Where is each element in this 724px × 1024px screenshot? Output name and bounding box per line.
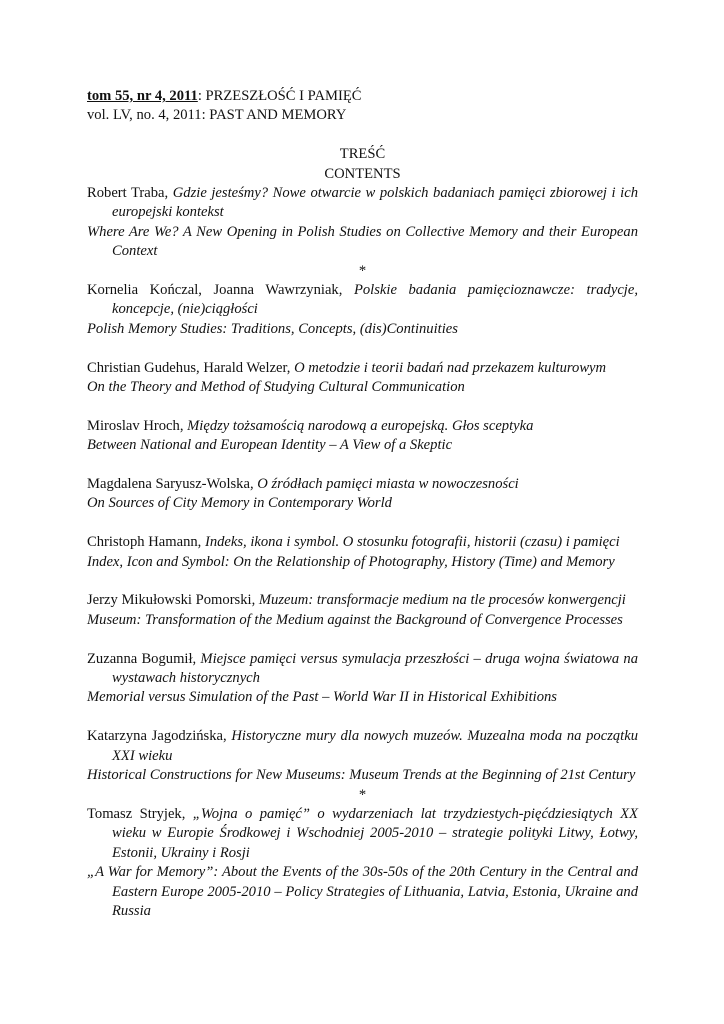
document-page <box>87 87 638 921</box>
entry-title-pl: „Wojna o pamięć” o wydarzeniach lat trzydziestych-pięćdziesiątych XX wieku w Europie Środkowej i Wschodniej 2005-2010 – strategie polityki Litwy, Łotwy, Estonii, Ukrainy i Rosji <box>112 805 638 861</box>
entry-polish <box>87 417 638 436</box>
entry-polish <box>87 591 638 610</box>
entry-title-en: Polish Memory Studies: Traditions, Concepts, (dis)Continuities <box>87 320 458 337</box>
toc-entry <box>87 417 638 456</box>
entry-title-pl: Muzeum: transformacje medium na tle procesów konwergencji <box>258 592 626 609</box>
toc-entry <box>87 591 638 630</box>
entry-author: Zuzanna Bogumił, <box>87 650 201 667</box>
heading-pl: TREŚĆ <box>339 146 386 163</box>
entry-title-en: Memorial versus Simulation of the Past – World War II in Historical Exhibitions <box>87 689 557 706</box>
entry-author: Kornelia Kończal, Joanna Wawrzyniak, <box>87 282 354 299</box>
entry-author: Jerzy Mikułowski Pomorski, <box>87 592 259 609</box>
entry-title-pl: O źródłach pamięci miasta w nowoczesności <box>257 476 519 493</box>
issue-volume-link: tom 55, nr 4, 2011 <box>87 88 198 104</box>
toc-entry <box>87 281 638 339</box>
entry-polish <box>87 359 638 378</box>
entry-author: Christoph Hamann, <box>87 534 205 551</box>
toc-entry <box>87 184 638 262</box>
toc-entry <box>87 475 638 514</box>
heading-en: CONTENTS <box>324 165 401 182</box>
entry-title-en: Museum: Transformation of the Medium against the Background of Convergence Processes <box>87 611 623 628</box>
entry-author: Miroslav Hroch, <box>87 417 188 434</box>
section-separator: * <box>358 262 367 279</box>
entry-polish <box>87 184 638 223</box>
entry-title-pl: Między tożsamością narodową a europejską. Głos sceptyka <box>187 417 534 434</box>
entry-title-pl: Indeks, ikona i symbol. O stosunku fotografii, historii (czasu) i pamięci <box>204 534 620 551</box>
entry-title-en: Historical Constructions for New Museums: Museum Trends at the Beginning of 21st Century <box>87 767 636 784</box>
entry-title-en: Index, Icon and Symbol: On the Relationship of Photography, History (Time) and Memory <box>87 553 615 570</box>
toc-entry <box>87 359 638 398</box>
entry-title-pl: Historyczne mury dla nowych muzeów. Muzealna moda na początku XXI wieku <box>112 728 638 764</box>
entry-polish <box>87 805 638 863</box>
entry-polish <box>87 650 638 689</box>
entry-author: Tomasz Stryjek, <box>87 805 193 822</box>
toc-entry <box>87 727 638 785</box>
entry-polish <box>87 281 638 320</box>
entry-polish <box>87 727 638 766</box>
entry-title-pl: Gdzie jesteśmy? Nowe otwarcie w polskich badaniach pamięci zbiorowej i ich europejski kontekst <box>112 185 638 221</box>
issue-header-en: vol. LV, no. 4, 2011: PAST AND MEMORY <box>87 107 347 124</box>
entry-polish <box>87 533 638 552</box>
toc-entry <box>87 650 638 708</box>
entry-title-en: On the Theory and Method of Studying Cultural Communication <box>87 379 465 396</box>
entry-author: Magdalena Saryusz-Wolska, <box>87 476 258 493</box>
entry-title-en: Where Are We? A New Opening in Polish Studies on Collective Memory and their European Context <box>87 223 638 260</box>
entry-title-en: On Sources of City Memory in Contemporary World <box>87 495 392 512</box>
entry-author: Christian Gudehus, Harald Welzer, <box>87 359 295 376</box>
entry-title-pl: O metodzie i teorii badań nad przekazem kulturowym <box>294 359 607 376</box>
entry-polish <box>87 475 638 494</box>
entry-title-pl: Miejsce pamięci versus symulacja przeszłości – druga wojna światowa na wystawach historycznych <box>112 650 638 687</box>
section-separator: * <box>358 786 367 803</box>
entry-title-pl: Polskie badania pamięcioznawcze: tradycje, koncepcje, (nie)ciągłości <box>112 282 638 318</box>
entry-author: Robert Traba, <box>87 185 173 202</box>
toc-entry <box>87 533 638 572</box>
entry-author: Katarzyna Jagodzińska, <box>87 728 232 745</box>
issue-header-pl: tom 55, nr 4, 2011: PRZESZŁOŚĆ I PAMIĘĆ <box>87 88 362 104</box>
toc-entry <box>87 805 638 921</box>
entry-title-en: Between National and European Identity – A View of a Skeptic <box>87 437 453 454</box>
entry-title-en: „A War for Memory”: About the Events of the 30s-50s of the 20th Century in the Central and Eastern Europe 2005-2010 – Policy Strategies of Lithuania, Latvia, Estonia, Ukraine and Russia <box>87 864 638 919</box>
